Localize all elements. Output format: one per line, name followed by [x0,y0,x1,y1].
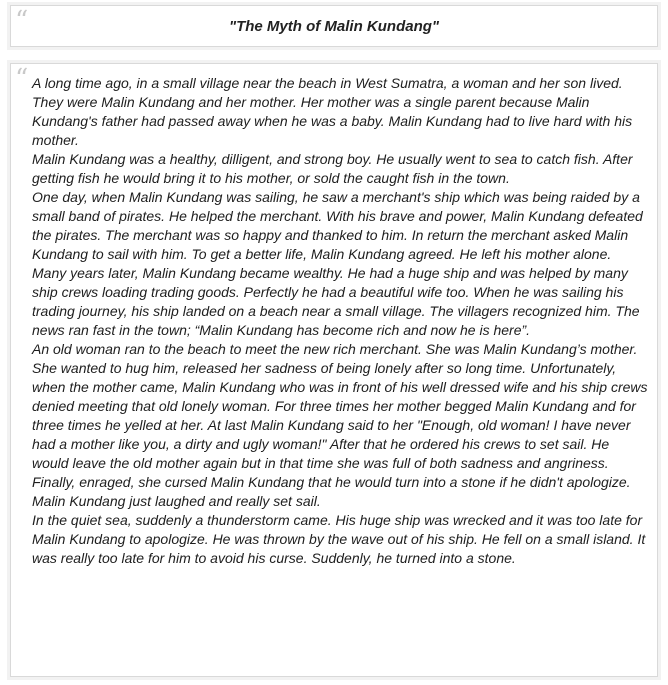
story-text [32,74,649,568]
story-paragraph: Many years later, Malin Kundang became wealthy. He had a huge ship and was helped by many ship crews loading trading goods. Perfectly he had a beautiful wife too. When he was sailing his trading journey, his ship landed on a beach near a small village. The villagers recognized him. The news ran fast in the town; “Malin Kundang has become rich and now he is here”. [32,265,640,338]
quote-icon: “ [15,64,29,94]
story-paragraph: A long time ago, in a small village near the beach in West Sumatra, a woman and her son lived. They were Malin Kundang and her mother. Her mother was a single parent because Malin Kundang's father had passed away when he was a baby. Malin Kundang had to live hard with his mother. [32,75,633,148]
story-paragraph: One day, when Malin Kundang was sailing, he saw a merchant's ship which was being raided by a small band of pirates. He helped the merchant. With his brave and power, Malin Kundang defeated the pirates. The merchant was so happy and thanked to him. In return the merchant asked Malin Kundang to sail with him. To get a better life, Malin Kundang agreed. He left his mother alone. [32,189,643,262]
story-box [10,63,658,677]
story-title: "The Myth of Malin Kundang" [228,18,440,35]
title-box [10,5,658,47]
story-paragraph: An old woman ran to the beach to meet the new rich merchant. She was Malin Kundang’s mother. She wanted to hug him, released her sadness of being lonely after so long time. Unfortunately, when the mother came, Malin Kundang who was in front of his well dressed wife and his ship crews denied meeting that old lonely woman. For three times her mother begged Malin Kundang and for three times he yelled at her. At last Malin Kundang said to her "Enough, old woman! I have never had a mother like you, a dirty and ugly woman!" After that he ordered his crews to set sail. He would leave the old mother again but in that time she was full of both sadness and angriness. [32,341,648,471]
story-paragraph: Malin Kundang was a healthy, dilligent, and strong boy. He usually went to sea to catch fish. After getting fish he would bring it to his mother, or sold the caught fish in the town. [32,151,633,186]
story-paragraph: Finally, enraged, she cursed Malin Kundang that he would turn into a stone if he didn't apologize. Malin Kundang just laughed and really set sail. [32,474,631,509]
story-paragraph: In the quiet sea, suddenly a thunderstorm came. His huge ship was wrecked and it was too late for Malin Kundang to apologize. He was thrown by the wave out of his ship. He fell on a small island. It was really too late for him to avoid his curse. Suddenly, he turned into a stone. [32,512,646,566]
quote-icon: “ [15,6,29,36]
